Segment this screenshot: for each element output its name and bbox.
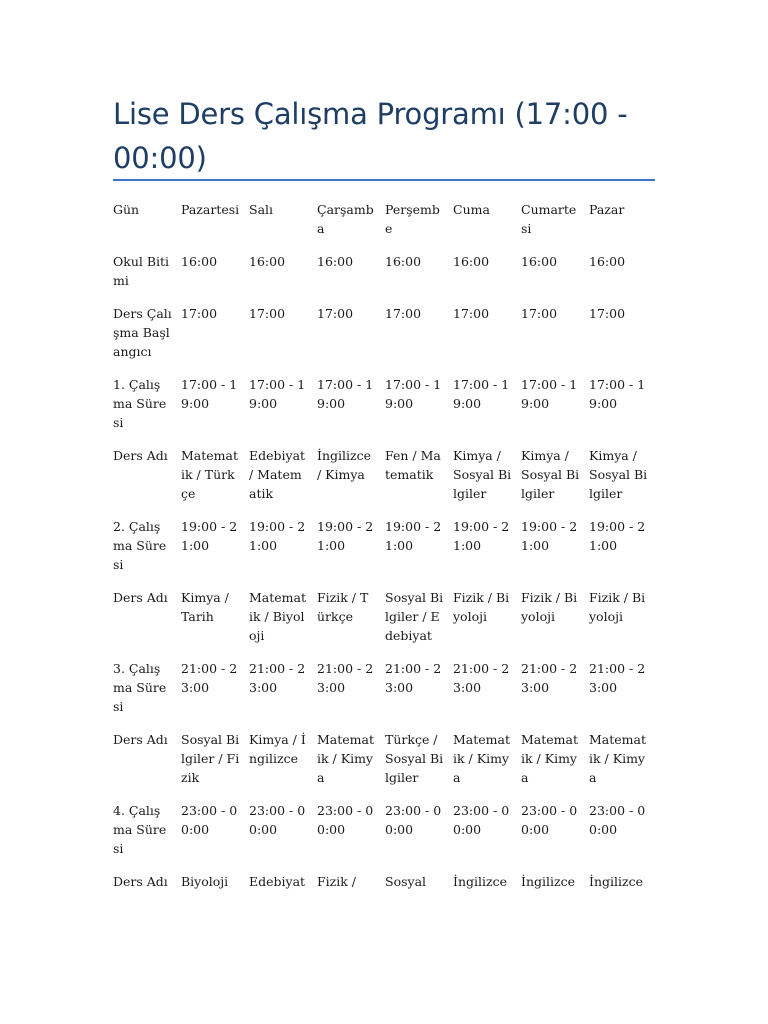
table-cell: 17:00 - 19:00 (317, 377, 374, 411)
header-cell: Salı (249, 202, 274, 217)
table-row (108, 446, 652, 517)
table-cell: 17:00 (589, 306, 626, 321)
table-cell: 23:00 - 00:00 (385, 803, 442, 837)
table-cell: Sosyal (385, 874, 427, 889)
table-cell: 19:00 - 21:00 (317, 519, 374, 553)
table-cell: Sosyal Bilgiler / Fizik (181, 732, 240, 785)
row-label-cell: Ders Adı (113, 590, 168, 605)
table-cell: 17:00 (521, 306, 558, 321)
table-cell: 17:00 (453, 306, 490, 321)
table-cell: 21:00 - 23:00 (317, 661, 374, 695)
table-cell: Fizik / Türkçe (317, 590, 369, 624)
header-cell: Çarşamba (317, 202, 374, 236)
row-label-cell: Ders Çalışma Başlangıcı (113, 306, 172, 359)
table-cell: Biyoloji (181, 874, 229, 889)
header-cell: Gün (113, 202, 140, 217)
table-cell: 23:00 - 00:00 (453, 803, 510, 837)
table-row (108, 304, 652, 375)
table-cell: 21:00 - 23:00 (385, 661, 442, 695)
header-cell: Pazar (589, 202, 625, 217)
table-cell: 19:00 - 21:00 (249, 519, 306, 553)
table-cell: 19:00 - 21:00 (521, 519, 578, 553)
table-cell: Sosyal Bilgiler / Edebiyat (385, 590, 444, 643)
table-cell: 23:00 - 00:00 (317, 803, 374, 837)
table-cell: Türkçe / Sosyal Bilgiler (385, 732, 444, 785)
table-cell: Matematik / Biyoloji (249, 590, 307, 643)
table-cell: İngilizce (521, 874, 575, 889)
page-title: Lise Ders Çalışma Programı (17:00 - 00:00) (113, 97, 628, 175)
row-label-cell: 1. Çalışma Süresi (113, 377, 167, 430)
table-cell: Matematik / Kimya (521, 732, 579, 785)
row-label-cell: 2. Çalışma Süresi (113, 519, 167, 572)
table-cell: 17:00 - 19:00 (521, 377, 578, 411)
table-cell: 17:00 (385, 306, 422, 321)
header-cell: Cumartesi (521, 202, 577, 236)
row-label-cell: 4. Çalışma Süresi (113, 803, 167, 856)
table-cell: 21:00 - 23:00 (181, 661, 238, 695)
table-cell: 19:00 - 21:00 (181, 519, 238, 553)
header-cell: Pazartesi (181, 202, 240, 217)
table-row (108, 517, 652, 588)
table-cell: 16:00 (249, 254, 286, 269)
table-cell: Kimya / Sosyal Bilgiler (589, 448, 648, 501)
header-cell: Cuma (453, 202, 490, 217)
table-row (108, 801, 652, 872)
table-cell: 21:00 - 23:00 (249, 661, 306, 695)
table-cell: Matematik / Kimya (317, 732, 375, 785)
table-cell: 23:00 - 00:00 (589, 803, 646, 837)
table-cell: 19:00 - 21:00 (453, 519, 510, 553)
table-cell: Kimya / İngilizce (249, 732, 306, 766)
table-cell: Fizik / Biyoloji (521, 590, 578, 624)
table-cell: 21:00 - 23:00 (589, 661, 646, 695)
header-cell: Perşembe (385, 202, 440, 236)
table-cell: 17:00 (317, 306, 354, 321)
table-cell: 19:00 - 21:00 (589, 519, 646, 553)
table-cell: Edebiyat / Matematik (249, 448, 306, 501)
table-cell: 17:00 - 19:00 (453, 377, 510, 411)
table-cell: Fizik / Biyoloji (589, 590, 646, 624)
schedule-table (108, 200, 652, 905)
table-row (108, 252, 652, 304)
row-label-cell: 3. Çalışma Süresi (113, 661, 167, 714)
table-cell: 19:00 - 21:00 (385, 519, 442, 553)
table-cell: İngilizce (589, 874, 643, 889)
table-cell: İngilizce (453, 874, 507, 889)
row-label-cell: Ders Adı (113, 732, 168, 747)
table-cell: 16:00 (453, 254, 490, 269)
table-row (108, 730, 652, 801)
table-row (108, 659, 652, 730)
table-cell: Fizik / (317, 874, 357, 889)
table-cell: 17:00 - 19:00 (249, 377, 306, 411)
table-cell: 21:00 - 23:00 (453, 661, 510, 695)
table-cell: Kimya / Sosyal Bilgiler (521, 448, 580, 501)
row-label-cell: Ders Adı (113, 448, 168, 463)
table-row (108, 375, 652, 446)
table-cell: Fen / Matematik (385, 448, 441, 482)
table-cell: Edebiyat (249, 874, 306, 889)
table-cell: Kimya / Tarih (181, 590, 229, 624)
table-cell: 23:00 - 00:00 (181, 803, 238, 837)
table-cell: Matematik / Kimya (453, 732, 511, 785)
table-cell: Kimya / Sosyal Bilgiler (453, 448, 512, 501)
table-cell: 21:00 - 23:00 (521, 661, 578, 695)
row-label-cell: Okul Bitimi (113, 254, 170, 288)
table-row (108, 588, 652, 659)
table-cell: İngilizce / Kimya (317, 448, 371, 482)
table-cell: 16:00 (317, 254, 354, 269)
table-cell: 17:00 (249, 306, 286, 321)
schedule-table-body (108, 200, 652, 905)
table-cell: Matematik / Türkçe (181, 448, 239, 501)
table-cell: 16:00 (181, 254, 218, 269)
table-cell: 23:00 - 00:00 (521, 803, 578, 837)
table-cell: 16:00 (521, 254, 558, 269)
table-cell: Fizik / Biyoloji (453, 590, 510, 624)
table-cell: 17:00 - 19:00 (589, 377, 646, 411)
table-cell: 16:00 (385, 254, 422, 269)
table-cell: 23:00 - 00:00 (249, 803, 306, 837)
table-cell: 17:00 - 19:00 (181, 377, 238, 411)
table-cell: 17:00 (181, 306, 218, 321)
table-cell: 16:00 (589, 254, 626, 269)
table-cell: Matematik / Kimya (589, 732, 647, 785)
table-header-row (108, 200, 652, 252)
table-row (108, 872, 652, 905)
title-underline (113, 179, 655, 181)
table-cell: 17:00 - 19:00 (385, 377, 442, 411)
row-label-cell: Ders Adı (113, 874, 168, 889)
